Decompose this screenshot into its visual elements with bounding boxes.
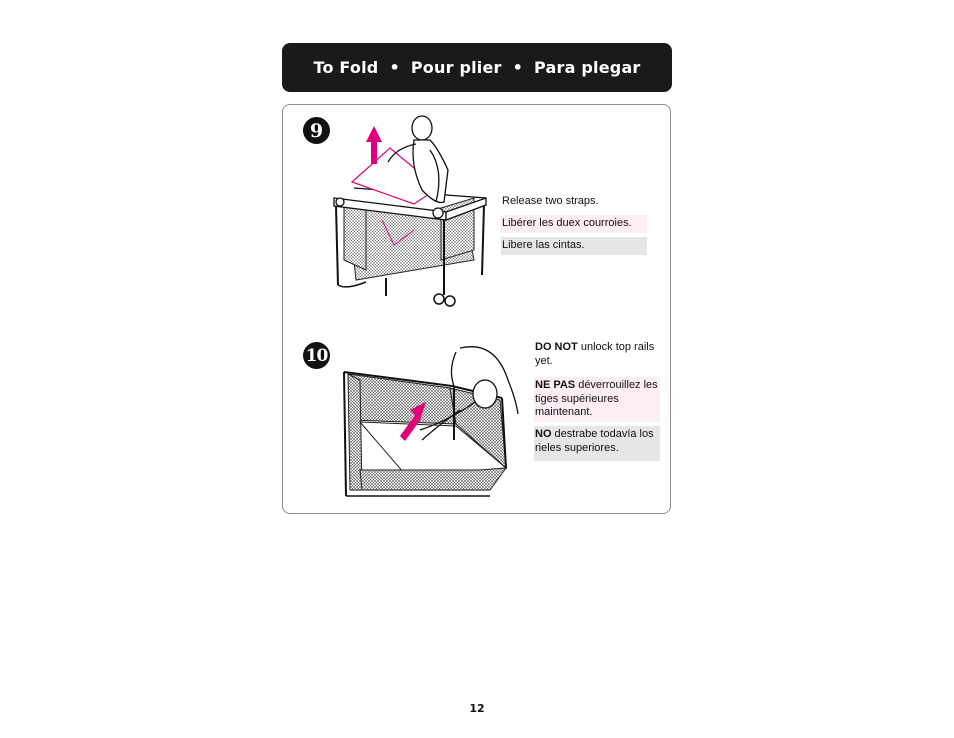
step-10-number: 10 [303, 342, 330, 369]
step-10-es-body: destrabe todavía los rieles superiores. [535, 428, 654, 454]
step-10-en-emphasis: DO NOT [535, 341, 578, 353]
title-french: Pour plier [410, 58, 502, 77]
step-10-es-emphasis: NO [535, 428, 552, 440]
step-9-number: 9 [303, 117, 330, 144]
step-9-text-es: Libere las cintas. [501, 237, 647, 255]
step-10-illustration [330, 340, 530, 500]
section-header [282, 43, 672, 92]
step-9-text-en: Release two straps. [502, 195, 599, 207]
step-9-text-fr: Libérer les duex courroies. [501, 215, 647, 233]
title-separator: • [512, 58, 524, 77]
title-spanish: Para plegar [534, 58, 641, 77]
step-10-fr-emphasis: NE PAS [535, 379, 576, 391]
step-10-text-en [534, 339, 660, 370]
step-10-en-body: unlock top rails yet. [535, 341, 655, 367]
step-10-text-es [534, 426, 660, 461]
title-english: To Fold [313, 58, 379, 77]
step-10-fr-body: déverrouillez les tiges supérieures maintenant. [535, 379, 658, 418]
step-10-text-fr [534, 377, 660, 422]
page-number: 12 [469, 702, 485, 715]
step-9-illustration [326, 110, 501, 310]
title-separator: • [389, 58, 400, 77]
